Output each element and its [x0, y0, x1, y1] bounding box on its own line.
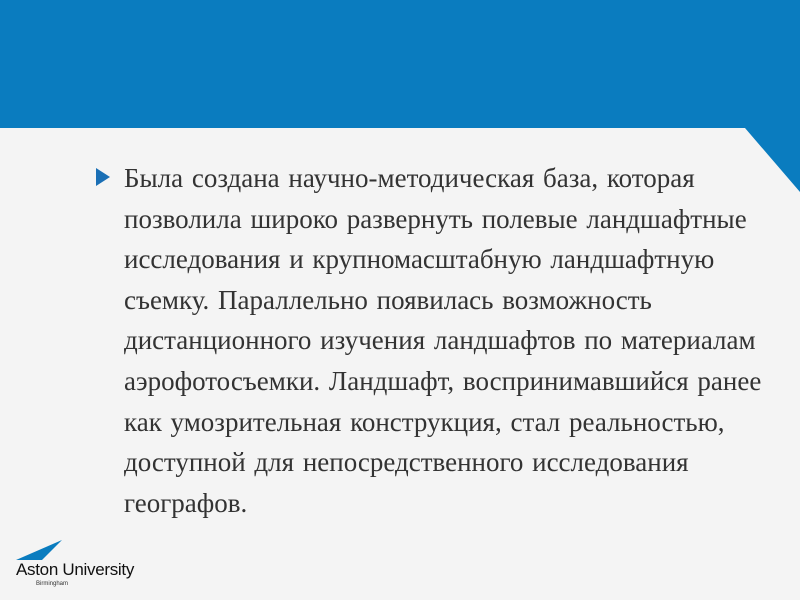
logo-city: Birmingham [36, 581, 69, 587]
aston-university-logo [14, 538, 144, 590]
bullet-item [96, 158, 766, 523]
logo-name: Aston University [16, 560, 135, 579]
triangle-bullet-icon [96, 168, 110, 186]
bullet-text: Была создана научно-методическая база, которая позволила широко развернуть полевые ландшафтные исследования и крупномасштабную ландшафтную съемку. Параллельно появилась возможность дистанционного изучения ландшафтов по материалам аэрофотосъемки. Ландшафт, воспринимавшийся ранее как умозрительная конструкция, стал реальностью, доступной для непосредственного исследования географов. [124, 163, 762, 518]
logo-mark-icon [14, 538, 64, 562]
